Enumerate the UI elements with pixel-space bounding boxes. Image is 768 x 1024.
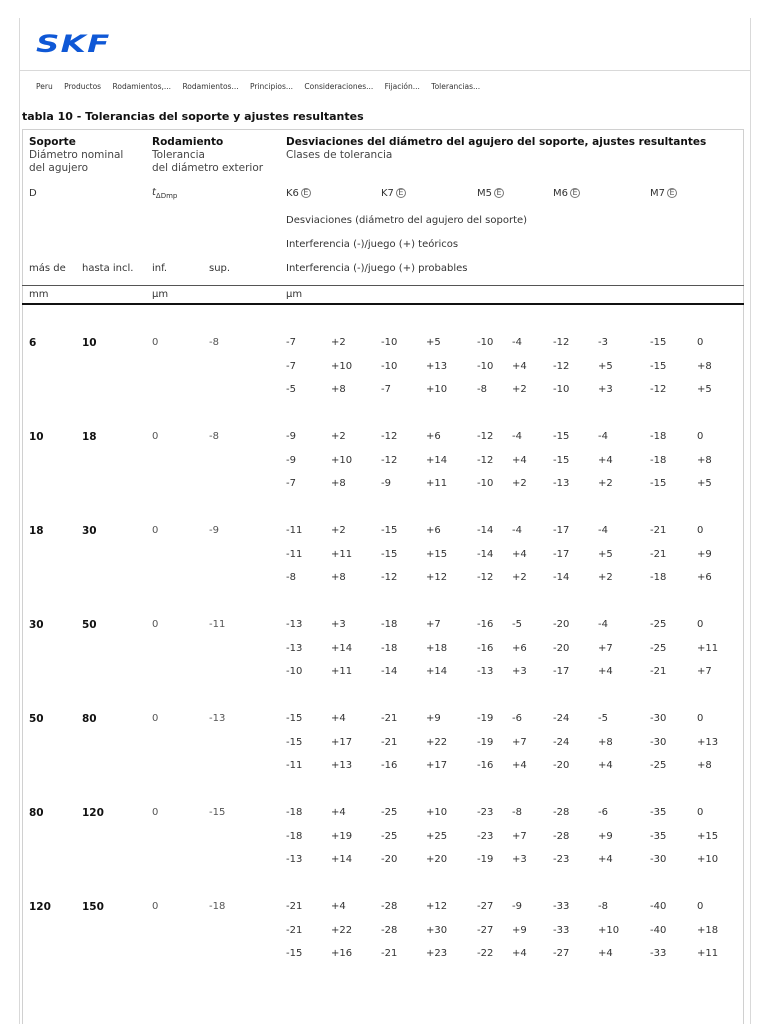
row-tolerance-inf: 0 — [152, 901, 159, 912]
table-cell: +2 — [512, 478, 527, 489]
table-cell: -9 — [286, 431, 296, 442]
table-cell: -22 — [477, 948, 494, 959]
header-soporte-title: Soporte — [29, 136, 76, 148]
table-cell: -14 — [553, 572, 570, 583]
table-cell: -18 — [286, 831, 303, 842]
table-cell: -4 — [512, 337, 522, 348]
table-cell: +4 — [512, 948, 527, 959]
row-tolerance-inf: 0 — [152, 525, 159, 536]
table-cell: +10 — [331, 455, 353, 466]
table-cell: +15 — [697, 831, 719, 842]
table-cell: +4 — [512, 455, 527, 466]
header-soporte — [29, 136, 123, 175]
row-tolerance-inf: 0 — [152, 807, 159, 818]
row-tolerance-sup: -8 — [209, 431, 219, 442]
class-label: M6 — [553, 188, 568, 199]
table-cell: -5 — [598, 713, 608, 724]
row-diameter-to: 30 — [82, 525, 97, 537]
table-cell: +11 — [331, 549, 353, 560]
table-cell: -9 — [286, 455, 296, 466]
table-cell: +11 — [697, 643, 719, 654]
header-soporte-sub1: Diámetro nominal — [29, 149, 124, 161]
table-cell: +9 — [598, 831, 613, 842]
table-cell: -15 — [553, 455, 570, 466]
table-cell: -4 — [512, 431, 522, 442]
row-tolerance-sup: -9 — [209, 525, 219, 536]
table-cell: +13 — [697, 737, 719, 748]
table-cell: -21 — [650, 525, 667, 536]
table-cell: -17 — [553, 549, 570, 560]
table-cell: +14 — [331, 854, 353, 865]
class-k6 — [286, 188, 311, 199]
table-cell: +17 — [426, 760, 448, 771]
table-cell: -27 — [477, 925, 494, 936]
table-cell: -21 — [286, 901, 303, 912]
row-diameter-to: 50 — [82, 619, 97, 631]
table-cell: -7 — [286, 361, 296, 372]
table-cell: +14 — [426, 666, 448, 677]
table-cell: -33 — [650, 948, 667, 959]
table-cell: -10 — [286, 666, 303, 677]
table-cell: +3 — [512, 854, 527, 865]
table-cell: -15 — [553, 431, 570, 442]
table-cell: -13 — [286, 643, 303, 654]
table-cell: +8 — [697, 361, 712, 372]
class-label: K6 — [286, 188, 299, 199]
row-diameter-from: 18 — [29, 525, 44, 537]
envelope-mark-icon: E — [396, 188, 406, 198]
table-cell: -15 — [286, 737, 303, 748]
table-border-left — [22, 129, 23, 1024]
table-cell: -10 — [381, 337, 398, 348]
table-cell: -21 — [381, 948, 398, 959]
row-diameter-from: 30 — [29, 619, 44, 631]
table-cell: +13 — [331, 760, 353, 771]
table-cell: 0 — [697, 337, 704, 348]
header-sup: sup. — [209, 263, 231, 274]
header-desviaciones-title: Desviaciones del diámetro del agujero del soporte, ajustes resultantes — [286, 136, 707, 148]
row-diameter-to: 18 — [82, 431, 97, 443]
table-cell: -11 — [286, 549, 303, 560]
table-cell: +8 — [331, 384, 346, 395]
table-cell: +22 — [426, 737, 448, 748]
table-cell: +16 — [331, 948, 353, 959]
table-cell: -7 — [381, 384, 391, 395]
table-cell: +30 — [426, 925, 448, 936]
table-cell: +5 — [598, 361, 613, 372]
table-border-top — [22, 129, 744, 130]
table-cell: -16 — [381, 760, 398, 771]
table-cell: -12 — [381, 455, 398, 466]
table-cell: +4 — [598, 948, 613, 959]
table-cell: -18 — [381, 643, 398, 654]
table-cell: +6 — [512, 643, 527, 654]
envelope-mark-icon: E — [570, 188, 580, 198]
table-cell: -12 — [477, 455, 494, 466]
table-cell: -9 — [512, 901, 522, 912]
table-cell: -30 — [650, 713, 667, 724]
symbol-t-sub: ΔDmp — [155, 192, 178, 200]
table-cell: -28 — [553, 831, 570, 842]
table-cell: +22 — [331, 925, 353, 936]
table-cell: +14 — [426, 455, 448, 466]
header-divider-thick — [22, 303, 744, 305]
table-cell: -4 — [598, 525, 608, 536]
table-cell: +15 — [426, 549, 448, 560]
table-cell: +2 — [598, 572, 613, 583]
table-cell: +6 — [697, 572, 712, 583]
table-cell: -20 — [553, 760, 570, 771]
breadcrumb-item[interactable]: Rodamientos... — [182, 82, 239, 91]
table-cell: +3 — [598, 384, 613, 395]
table-cell: -15 — [650, 478, 667, 489]
table-cell: -24 — [553, 737, 570, 748]
page-frame-right — [750, 18, 751, 1024]
table-cell: +11 — [331, 666, 353, 677]
breadcrumb-item[interactable]: Productos — [64, 82, 102, 91]
table-cell: -28 — [381, 901, 398, 912]
table-cell: +4 — [512, 760, 527, 771]
table-cell: 0 — [697, 525, 704, 536]
table-cell: +9 — [512, 925, 527, 936]
table-cell: -11 — [286, 760, 303, 771]
table-cell: +9 — [426, 713, 441, 724]
table-cell: -13 — [553, 478, 570, 489]
unit-mm: mm — [29, 289, 49, 300]
table-cell: +2 — [331, 337, 346, 348]
table-cell: -15 — [286, 713, 303, 724]
row-tolerance-sup: -18 — [209, 901, 226, 912]
table-cell: +10 — [697, 854, 719, 865]
table-cell: -16 — [477, 643, 494, 654]
envelope-mark-icon: E — [301, 188, 311, 198]
table-cell: +7 — [598, 643, 613, 654]
table-border-right — [743, 129, 744, 1024]
table-cell: +19 — [331, 831, 353, 842]
table-cell: +7 — [512, 831, 527, 842]
header-rodamiento-sub1: Tolerancia — [152, 149, 205, 161]
table-cell: -23 — [477, 831, 494, 842]
table-cell: -19 — [477, 854, 494, 865]
table-cell: +5 — [697, 384, 712, 395]
table-cell: -19 — [477, 737, 494, 748]
table-cell: +2 — [512, 384, 527, 395]
table-cell: -23 — [553, 854, 570, 865]
row-tolerance-inf: 0 — [152, 713, 159, 724]
table-cell: -14 — [477, 525, 494, 536]
table-cell: +10 — [426, 384, 448, 395]
header-mas-de: más de — [29, 263, 66, 274]
table-cell: +13 — [426, 361, 448, 372]
logo-text: SKF — [36, 30, 111, 58]
row-diameter-from: 80 — [29, 807, 44, 819]
table-cell: -6 — [512, 713, 522, 724]
table-cell: -18 — [381, 619, 398, 630]
table-cell: -9 — [381, 478, 391, 489]
table-cell: +2 — [331, 525, 346, 536]
table-cell: -15 — [650, 337, 667, 348]
table-cell: +8 — [331, 478, 346, 489]
row-tolerance-sup: -15 — [209, 807, 226, 818]
class-m5 — [477, 188, 504, 199]
table-cell: +4 — [512, 361, 527, 372]
table-cell: +7 — [512, 737, 527, 748]
class-m7 — [650, 188, 677, 199]
table-cell: -5 — [512, 619, 522, 630]
symbol-t: t — [152, 187, 156, 198]
table-cell: 0 — [697, 713, 704, 724]
table-cell: -8 — [477, 384, 487, 395]
row-tolerance-sup: -13 — [209, 713, 226, 724]
table-cell: -18 — [650, 572, 667, 583]
table-cell: -6 — [598, 807, 608, 818]
table-cell: -33 — [553, 901, 570, 912]
table-cell: +12 — [426, 901, 448, 912]
row-diameter-from: 6 — [29, 337, 37, 349]
header-hasta-incl: hasta incl. — [82, 263, 134, 274]
table-cell: -24 — [553, 713, 570, 724]
table-cell: -12 — [477, 572, 494, 583]
table-cell: -12 — [477, 431, 494, 442]
breadcrumb-item[interactable]: Tolerancias... — [431, 82, 481, 91]
table-cell: -21 — [650, 549, 667, 560]
table-cell: -12 — [553, 361, 570, 372]
header-rodamiento-title: Rodamiento — [152, 136, 224, 148]
row-diameter-to: 120 — [82, 807, 104, 819]
table-cell: -35 — [650, 831, 667, 842]
table-cell: +2 — [331, 431, 346, 442]
table-cell: -25 — [381, 807, 398, 818]
table-cell: -12 — [553, 337, 570, 348]
class-label: M7 — [650, 188, 665, 199]
table-cell: +5 — [426, 337, 441, 348]
table-cell: -8 — [598, 901, 608, 912]
breadcrumb-item[interactable]: Consideraciones... — [304, 82, 374, 91]
table-cell: -21 — [381, 713, 398, 724]
table-cell: +23 — [426, 948, 448, 959]
table-cell: -15 — [286, 948, 303, 959]
table-cell: -8 — [286, 572, 296, 583]
table-cell: +12 — [426, 572, 448, 583]
table-cell: -28 — [381, 925, 398, 936]
table-cell: -14 — [477, 549, 494, 560]
table-cell: +4 — [331, 901, 346, 912]
table-cell: +5 — [697, 478, 712, 489]
row-diameter-to: 10 — [82, 337, 97, 349]
table-cell: +11 — [697, 948, 719, 959]
row-tolerance-inf: 0 — [152, 337, 159, 348]
table-cell: -19 — [477, 713, 494, 724]
table-cell: -27 — [553, 948, 570, 959]
table-title: tabla 10 - Tolerancias del soporte y ajustes resultantes — [22, 110, 364, 123]
table-cell: -13 — [477, 666, 494, 677]
table-cell: +7 — [426, 619, 441, 630]
table-cell: +6 — [426, 431, 441, 442]
table-cell: +9 — [697, 549, 712, 560]
header-line3: Interferencia (-)/juego (+) probables — [286, 263, 468, 274]
table-cell: -18 — [650, 455, 667, 466]
table-cell: +8 — [331, 572, 346, 583]
table-cell: 0 — [697, 431, 704, 442]
table-cell: +7 — [697, 666, 712, 677]
row-diameter-from: 120 — [29, 901, 51, 913]
table-cell: +3 — [512, 666, 527, 677]
table-cell: +4 — [598, 760, 613, 771]
table-cell: -5 — [286, 384, 296, 395]
table-cell: -20 — [553, 619, 570, 630]
table-cell: -16 — [477, 760, 494, 771]
header-line1: Desviaciones (diámetro del agujero del soporte) — [286, 215, 528, 226]
breadcrumb-item[interactable]: Rodamientos,... — [112, 82, 172, 91]
header-inf: inf. — [152, 263, 168, 274]
table-cell: +5 — [598, 549, 613, 560]
row-tolerance-sup: -11 — [209, 619, 226, 630]
table-cell: +8 — [697, 760, 712, 771]
table-cell: -10 — [477, 337, 494, 348]
table-cell: -40 — [650, 925, 667, 936]
table-cell: 0 — [697, 619, 704, 630]
table-cell: +3 — [331, 619, 346, 630]
table-cell: -3 — [598, 337, 608, 348]
table-cell: -4 — [598, 431, 608, 442]
table-cell: -33 — [553, 925, 570, 936]
table-cell: -40 — [650, 901, 667, 912]
table-cell: -25 — [650, 619, 667, 630]
row-diameter-to: 150 — [82, 901, 104, 913]
table-cell: -20 — [381, 854, 398, 865]
table-cell: -30 — [650, 737, 667, 748]
table-cell: +4 — [512, 549, 527, 560]
envelope-mark-icon: E — [494, 188, 504, 198]
symbol-t-dmp — [152, 187, 177, 200]
table-cell: +18 — [697, 925, 719, 936]
table-cell: -17 — [553, 525, 570, 536]
table-cell: +4 — [331, 713, 346, 724]
header-divider — [19, 70, 751, 71]
table-cell: -21 — [650, 666, 667, 677]
table-cell: -12 — [381, 431, 398, 442]
table-cell: +4 — [598, 854, 613, 865]
table-cell: 0 — [697, 901, 704, 912]
header-rodamiento — [152, 136, 263, 175]
page-frame-left — [19, 18, 20, 1024]
table-cell: +8 — [697, 455, 712, 466]
table-cell: +11 — [426, 478, 448, 489]
row-diameter-from: 50 — [29, 713, 44, 725]
breadcrumb-item[interactable]: Fijación... — [384, 82, 420, 91]
table-cell: +10 — [426, 807, 448, 818]
table-cell: -21 — [286, 925, 303, 936]
table-cell: -16 — [477, 619, 494, 630]
row-tolerance-sup: -8 — [209, 337, 219, 348]
table-cell: -4 — [512, 525, 522, 536]
table-cell: -15 — [381, 549, 398, 560]
table-cell: -28 — [553, 807, 570, 818]
row-diameter-to: 80 — [82, 713, 97, 725]
envelope-mark-icon: E — [667, 188, 677, 198]
table-cell: -30 — [650, 854, 667, 865]
class-label: K7 — [381, 188, 394, 199]
table-cell: -10 — [553, 384, 570, 395]
row-diameter-from: 10 — [29, 431, 44, 443]
table-cell: -25 — [381, 831, 398, 842]
table-cell: -25 — [650, 643, 667, 654]
table-cell: -7 — [286, 337, 296, 348]
breadcrumb — [36, 82, 489, 91]
row-tolerance-inf: 0 — [152, 431, 159, 442]
table-cell: -35 — [650, 807, 667, 818]
table-cell: -11 — [286, 525, 303, 536]
table-cell: -15 — [650, 361, 667, 372]
table-cell: -12 — [650, 384, 667, 395]
table-cell: +18 — [426, 643, 448, 654]
table-cell: +4 — [331, 807, 346, 818]
unit-um-soporte: µm — [286, 289, 303, 300]
table-cell: +2 — [598, 478, 613, 489]
header-desviaciones — [286, 136, 706, 162]
table-cell: -25 — [650, 760, 667, 771]
table-cell: -10 — [477, 478, 494, 489]
table-cell: -4 — [598, 619, 608, 630]
class-m6 — [553, 188, 580, 199]
table-cell: +10 — [598, 925, 620, 936]
table-cell: -17 — [553, 666, 570, 677]
table-cell: -15 — [381, 525, 398, 536]
table-cell: -13 — [286, 854, 303, 865]
unit-um-rodamiento: µm — [152, 289, 169, 300]
table-cell: -18 — [650, 431, 667, 442]
header-line2: Interferencia (-)/juego (+) teóricos — [286, 239, 459, 250]
symbol-d: D — [29, 188, 37, 199]
class-k7 — [381, 188, 406, 199]
table-cell: +2 — [512, 572, 527, 583]
table-cell: -27 — [477, 901, 494, 912]
class-label: M5 — [477, 188, 492, 199]
table-cell: +17 — [331, 737, 353, 748]
table-cell: -23 — [477, 807, 494, 818]
header-soporte-sub2: del agujero — [29, 162, 89, 174]
table-cell: +4 — [598, 455, 613, 466]
breadcrumb-item[interactable]: Peru — [36, 82, 53, 91]
header-desviaciones-sub1: Clases de tolerancia — [286, 149, 393, 161]
table-cell: +25 — [426, 831, 448, 842]
breadcrumb-item[interactable]: Principios... — [250, 82, 294, 91]
table-cell: -10 — [477, 361, 494, 372]
table-cell: 0 — [697, 807, 704, 818]
header-rodamiento-sub2: del diámetro exterior — [152, 162, 264, 174]
table-cell: +10 — [331, 361, 353, 372]
table-cell: +4 — [598, 666, 613, 677]
table-cell: +6 — [426, 525, 441, 536]
table-cell: -14 — [381, 666, 398, 677]
table-cell: -12 — [381, 572, 398, 583]
table-cell: -8 — [512, 807, 522, 818]
table-cell: -18 — [286, 807, 303, 818]
table-cell: -13 — [286, 619, 303, 630]
table-cell: -20 — [553, 643, 570, 654]
header-divider-thin — [22, 285, 744, 286]
row-tolerance-inf: 0 — [152, 619, 159, 630]
table-cell: +20 — [426, 854, 448, 865]
table-cell: +14 — [331, 643, 353, 654]
table-cell: -7 — [286, 478, 296, 489]
table-cell: -10 — [381, 361, 398, 372]
table-cell: -21 — [381, 737, 398, 748]
table-cell: +8 — [598, 737, 613, 748]
